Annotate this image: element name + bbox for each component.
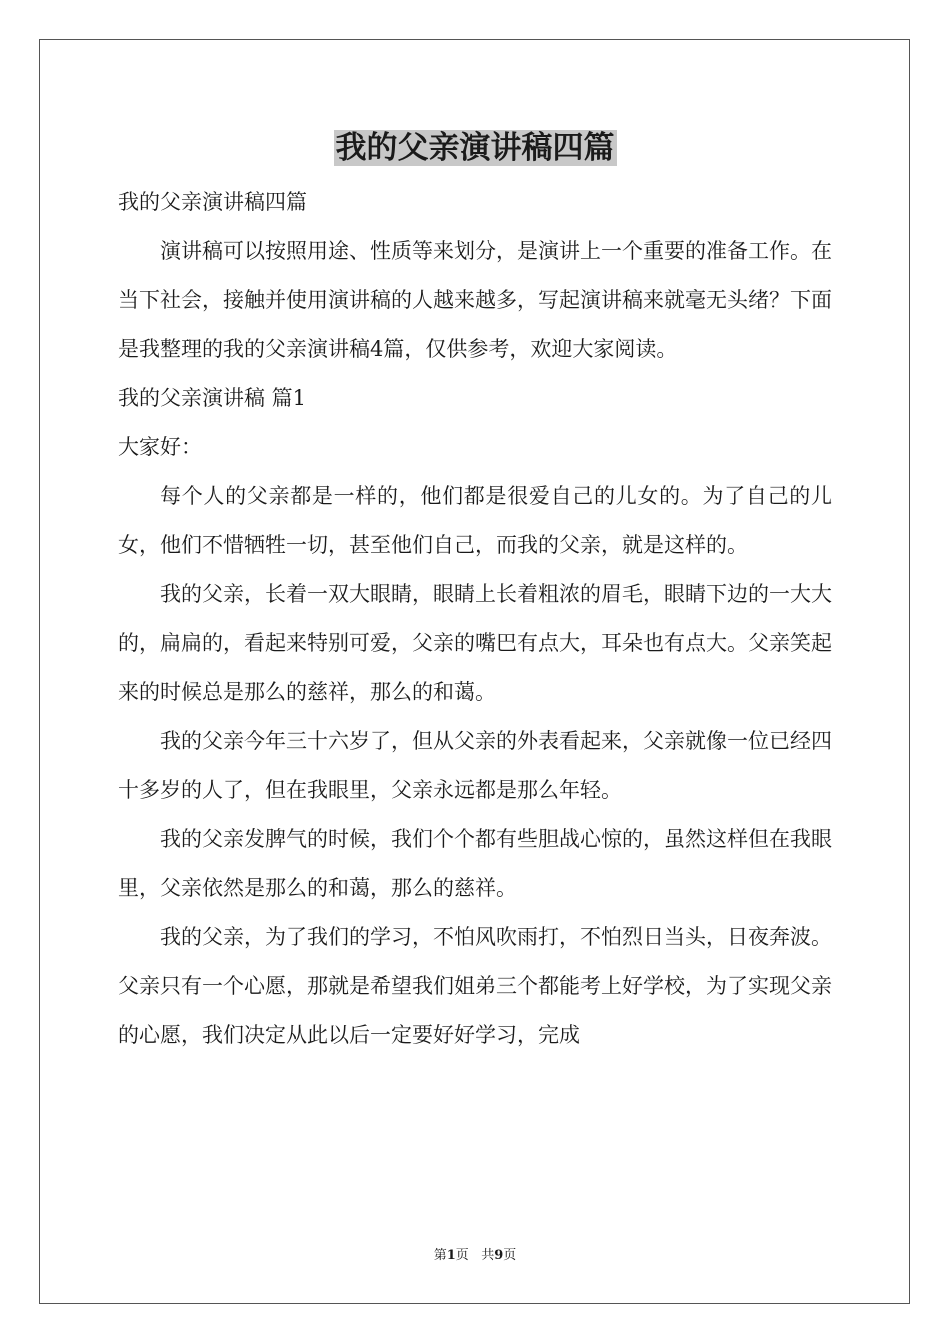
total-prefix: 共 bbox=[481, 1248, 495, 1263]
page-prefix: 第 bbox=[433, 1248, 447, 1263]
paragraph: 我的父亲演讲稿四篇 bbox=[118, 190, 307, 214]
paragraph: 演讲稿可以按照用途、性质等来划分，是演讲上一个重要的准备工作。在当下社会，接触并使用演讲稿的人越来越多，写起演讲稿来就毫无头绪？下面是我整理的我的父亲演讲稿4篇，仅供参考，欢迎大家阅读。 bbox=[118, 239, 832, 361]
document-body bbox=[118, 178, 832, 1060]
paragraph: 大家好： bbox=[118, 435, 202, 459]
total-suffix: 页 bbox=[503, 1248, 517, 1263]
paragraph: 我的父亲，为了我们的学习，不怕风吹雨打，不怕烈日当头，日夜奔波。父亲只有一个心愿，那就是希望我们姐弟三个都能考上好学校，为了实现父亲的心愿，我们决定从此以后一定要好好学习，完成 bbox=[118, 925, 832, 1047]
page-number: 1 bbox=[446, 1248, 456, 1263]
page-footer bbox=[0, 1246, 950, 1266]
paragraph: 我的父亲，长着一双大眼睛，眼睛上长着粗浓的眉毛，眼睛下边的一大大的，扁扁的，看起来特别可爱，父亲的嘴巴有点大，耳朵也有点大。父亲笑起来的时候总是那么的慈祥，那么的和蔼。 bbox=[118, 582, 832, 704]
paragraph: 我的父亲发脾气的时候，我们个个都有些胆战心惊的，虽然这样但在我眼里，父亲依然是那么的和蔼，那么的慈祥。 bbox=[118, 827, 832, 900]
page-suffix: 页 bbox=[455, 1248, 469, 1263]
document-title bbox=[0, 126, 950, 170]
total-pages: 9 bbox=[494, 1248, 504, 1263]
paragraph: 我的父亲今年三十六岁了，但从父亲的外表看起来，父亲就像一位已经四十多岁的人了，但在我眼里，父亲永远都是那么年轻。 bbox=[118, 729, 832, 802]
paragraph: 每个人的父亲都是一样的，他们都是很爱自己的儿女的。为了自己的儿女，他们不惜牺牲一切，甚至他们自己，而我的父亲，就是这样的。 bbox=[118, 484, 832, 557]
paragraph: 我的父亲演讲稿 篇1 bbox=[118, 386, 307, 410]
document-title-text: 我的父亲演讲稿四篇 bbox=[335, 130, 615, 166]
